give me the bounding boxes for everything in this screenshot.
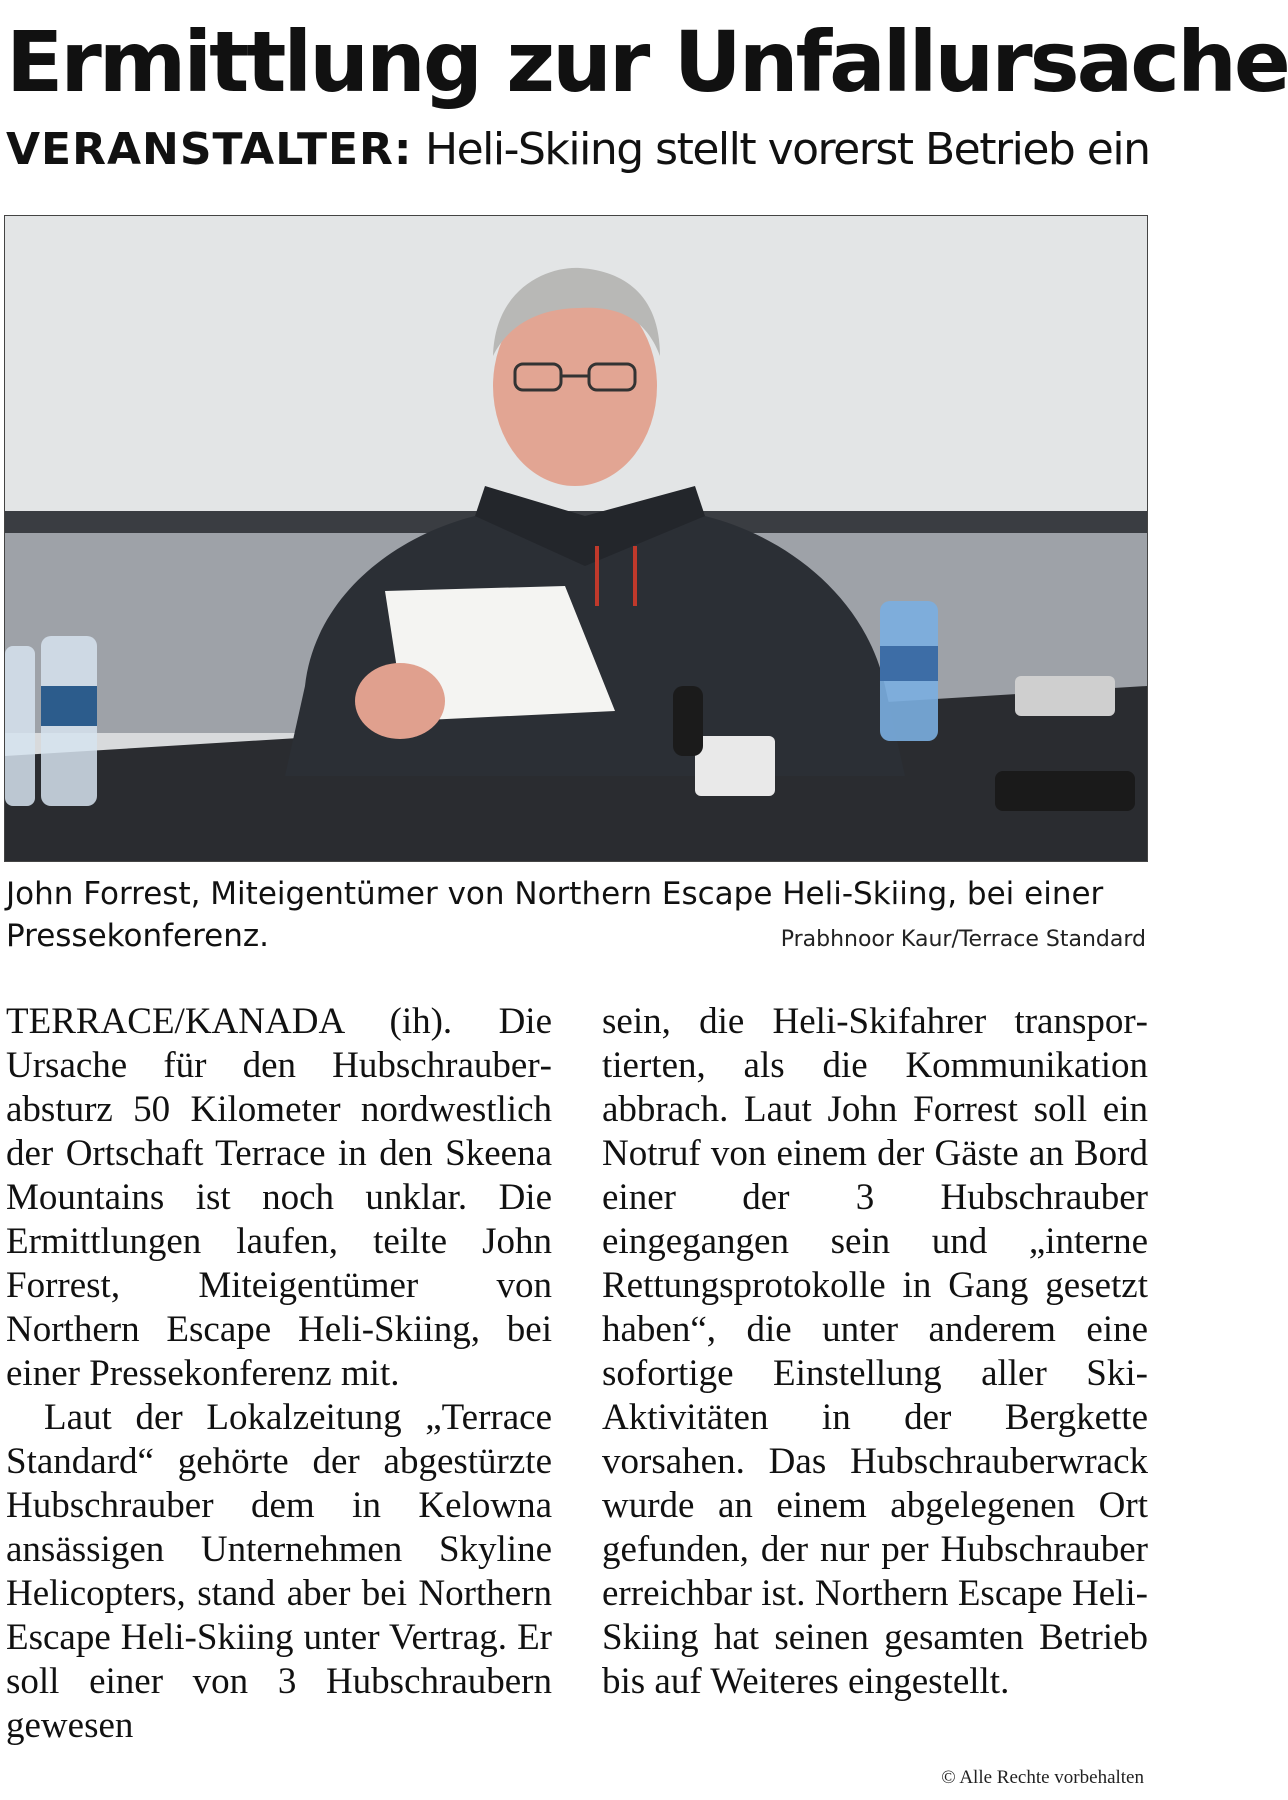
copyright-notice: © Alle Rechte vorbehalten — [941, 1767, 1144, 1788]
subheadline — [6, 122, 1150, 178]
article-paragraph-1: TERRACE/KANADA (ih). Die Ursache für den Hubschrauberabsturz 50 Kilometer nordwestlich der Ortschaft Terrace in den Skeena Mountains ist noch unklar. Die Ermittlungen laufen, teilte John Forrest, Miteigentümer von Northern Escape Heli-Skiing, bei einer Pressekonferenz mit. — [6, 1001, 552, 1394]
subheadline-text: Heli-Skiing stellt vorerst Betrieb ein — [425, 124, 1150, 175]
press-conference-photo — [4, 215, 1148, 862]
article-column-right — [602, 1000, 1148, 1704]
photo-credit: Prabhnoor Kaur/Terrace Standard — [780, 927, 1146, 952]
article-paragraph-3: sein, die Heli-Skifahrer transportierten, als die Kommunikation abbrach. Laut John Forrest soll ein Notruf von einem der Gäste an Bord einer der 3 Hubschrauber eingegangen sein und „interne Rettungsprotokolle in Gang gesetzt haben“, die unter anderem eine sofortige Einstellung aller Ski-Aktivitäten in der Bergkette vorsahen. Das Hubschrauberwrack wurde an einem abgelegenen Ort gefunden, der nur per Hubschrauber erreichbar ist. Northern Escape Heli-Skiing hat seinen gesamten Betrieb bis auf Weiteres eingestellt. — [602, 1001, 1148, 1702]
article-paragraph-2: Laut der Lokalzeitung „Terrace Standard“ gehörte der abgestürzte Hubschrauber dem in Kelowna ansässigen Unternehmen Skyline Helicopters, stand aber bei Northern Escape Heli-Skiing unter Vertrag. Er soll einer von 3 Hubschraubern gewesen — [6, 1397, 552, 1746]
headline: Ermittlung zur Unfallursache — [6, 13, 1288, 111]
subheadline-kicker: VERANSTALTER: — [6, 124, 413, 175]
article-column-left — [6, 1000, 552, 1748]
photo-caption: John Forrest, Miteigentümer von Northern Escape Heli-Skiing, bei einer Pressekonferenz. — [6, 876, 1104, 954]
photo-illustration — [5, 216, 1147, 861]
